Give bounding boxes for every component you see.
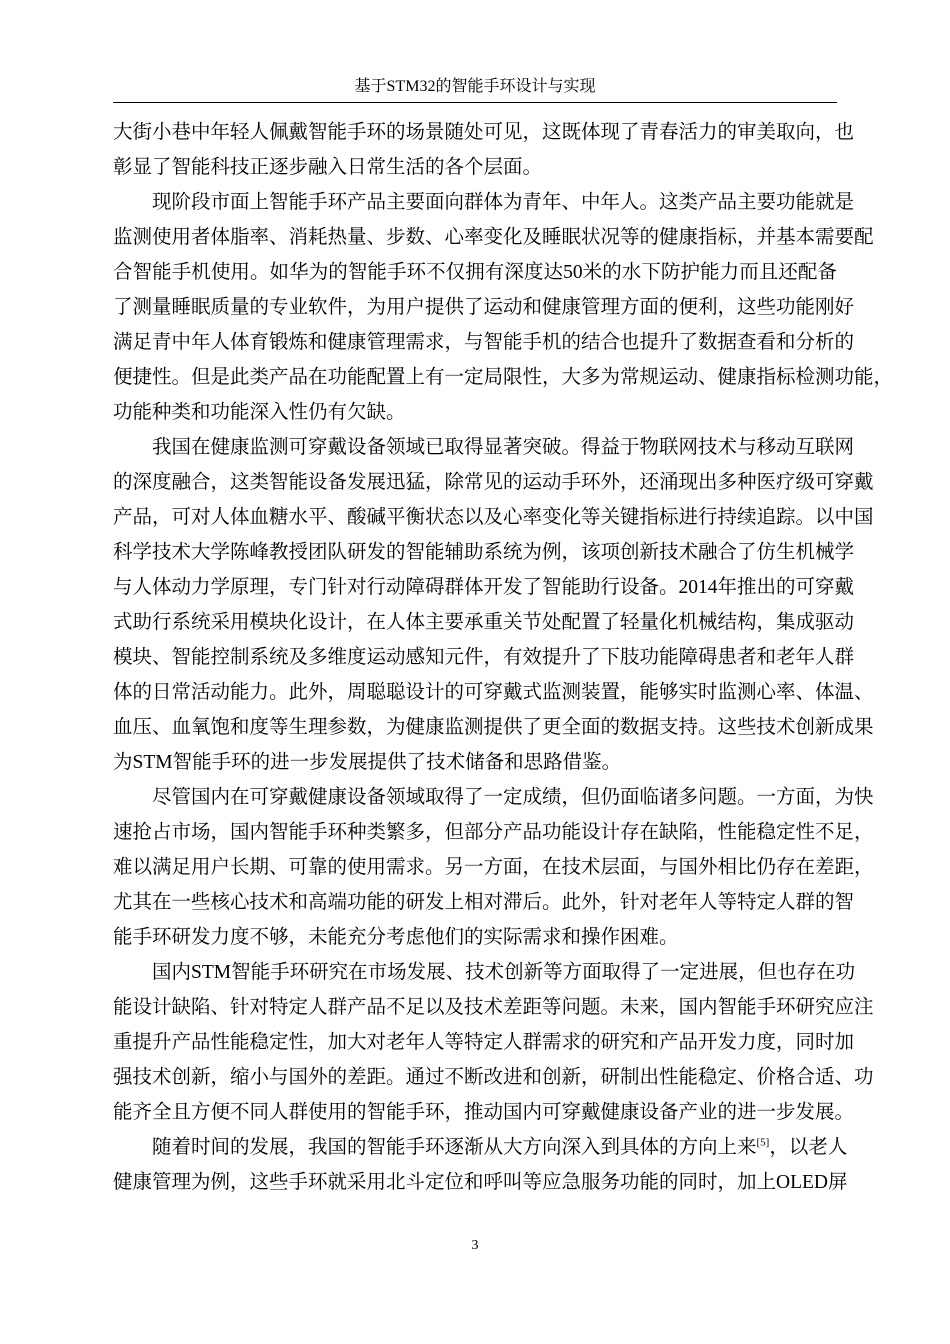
text-line: 能手环研发力度不够，未能充分考虑他们的实际需求和操作困难。 (113, 927, 679, 948)
text-line: 能设计缺陷、针对特定人群产品不足以及技术差距等问题。未来，国内智能手环研究应注 (113, 997, 874, 1018)
text-line: 彰显了智能科技正逐步融入日常生活的各个层面。 (113, 157, 543, 178)
text-line: 我国在健康监测可穿戴设备领域已取得显著突破。得益于物联网技术与移动互联网 (152, 437, 855, 458)
text-line: 与人体动力学原理，专门针对行动障碍群体开发了智能助行设备。2014年推出的可穿戴 (113, 577, 855, 598)
text-line: 式助行系统采用模块化设计，在人体主要承重关节处配置了轻量化机械结构，集成驱动 (113, 612, 855, 633)
text-line: 现阶段市面上智能手环产品主要面向群体为青年、中年人。这类产品主要功能就是 (152, 192, 855, 213)
text-span: 随着时间的发展，我国的智能手环逐渐从大方向深入到具体的方向上来 (152, 1137, 757, 1158)
text-line: 监测使用者体脂率、消耗热量、步数、心率变化及睡眠状况等的健康指标，并基本需要配 (113, 227, 874, 248)
text-line: 尽管国内在可穿戴健康设备领域取得了一定成绩，但仍面临诸多问题。一方面，为快 (152, 787, 874, 808)
text-line: 为STM智能手环的进一步发展提供了技术储备和思路借鉴。 (113, 752, 622, 773)
text-line: 满足青中年人体育锻炼和健康管理需求，与智能手机的结合也提升了数据查看和分析的 (113, 332, 855, 353)
text-line: 难以满足用户长期、可靠的使用需求。另一方面，在技术层面，与国外相比仍存在差距， (113, 857, 874, 878)
paragraph (113, 115, 855, 185)
citation-reference[interactable]: [5] (756, 1136, 770, 1149)
text-line: 健康管理为例，这些手环就采用北斗定位和呼叫等应急服务功能的同时，加上OLED屏 (113, 1172, 848, 1193)
text-line: 模块、智能控制系统及多维度运动感知元件，有效提升了下肢功能障碍患者和老年人群 (113, 647, 855, 668)
text-line: 大街小巷中年轻人佩戴智能手环的场景随处可见，这既体现了青春活力的审美取向，也 (113, 122, 855, 143)
text-line: 科学技术大学陈峰教授团队研发的智能辅助系统为例，该项创新技术融合了仿生机械学 (113, 542, 855, 563)
text-line: 重提升产品性能稳定性，加大对老年人等特定人群需求的研究和产品开发力度，同时加 (113, 1032, 855, 1053)
page-number: 3 (471, 1238, 479, 1253)
text-line: 体的日常活动能力。此外，周聪聪设计的可穿戴式监测装置，能够实时监测心率、体温、 (113, 682, 874, 703)
header-rule (113, 102, 837, 103)
text-line: 功能种类和功能深入性仍有欠缺。 (113, 402, 406, 423)
body-text (113, 115, 894, 1200)
paragraph (113, 955, 874, 1130)
text-line: 合智能手机使用。如华为的智能手环不仅拥有深度达50米的水下防护能力而且还配备 (113, 262, 837, 283)
text-line: 速抢占市场，国内智能手环种类繁多，但部分产品功能设计存在缺陷，性能稳定性不足， (113, 822, 874, 843)
text-line: 尤其在一些核心技术和高端功能的研发上相对滞后。此外，针对老年人等特定人群的智 (113, 892, 855, 913)
paragraph (113, 780, 874, 955)
text-span: ，以老人 (769, 1137, 848, 1158)
text-line (113, 1130, 848, 1165)
text-line: 了测量睡眠质量的专业软件，为用户提供了运动和健康管理方面的便利，这些功能刚好 (113, 297, 855, 318)
text-line: 国内STM智能手环研究在市场发展、技术创新等方面取得了一定进展，但也存在功 (152, 962, 856, 983)
text-line: 产品，可对人体血糖水平、酸碱平衡状态以及心率变化等关键指标进行持续追踪。以中国 (113, 507, 874, 528)
text-line: 的深度融合，这类智能设备发展迅猛，除常见的运动手环外，还涌现出多种医疗级可穿戴 (113, 472, 874, 493)
running-header: 基于STM32的智能手环设计与实现 (354, 78, 596, 95)
paragraph (113, 1130, 848, 1200)
text-line: 便捷性。但是此类产品在功能配置上有一定局限性，大多为常规运动、健康指标检测功能， (113, 367, 894, 388)
text-line: 强技术创新，缩小与国外的差距。通过不断改进和创新，研制出性能稳定、价格合适、功 (113, 1067, 874, 1088)
text-line: 能齐全且方便不同人群使用的智能手环，推动国内可穿戴健康设备产业的进一步发展。 (113, 1102, 855, 1123)
text-line: 血压、血氧饱和度等生理参数，为健康监测提供了更全面的数据支持。这些技术创新成果 (113, 717, 874, 738)
paragraph (113, 185, 894, 430)
paragraph (113, 430, 874, 780)
